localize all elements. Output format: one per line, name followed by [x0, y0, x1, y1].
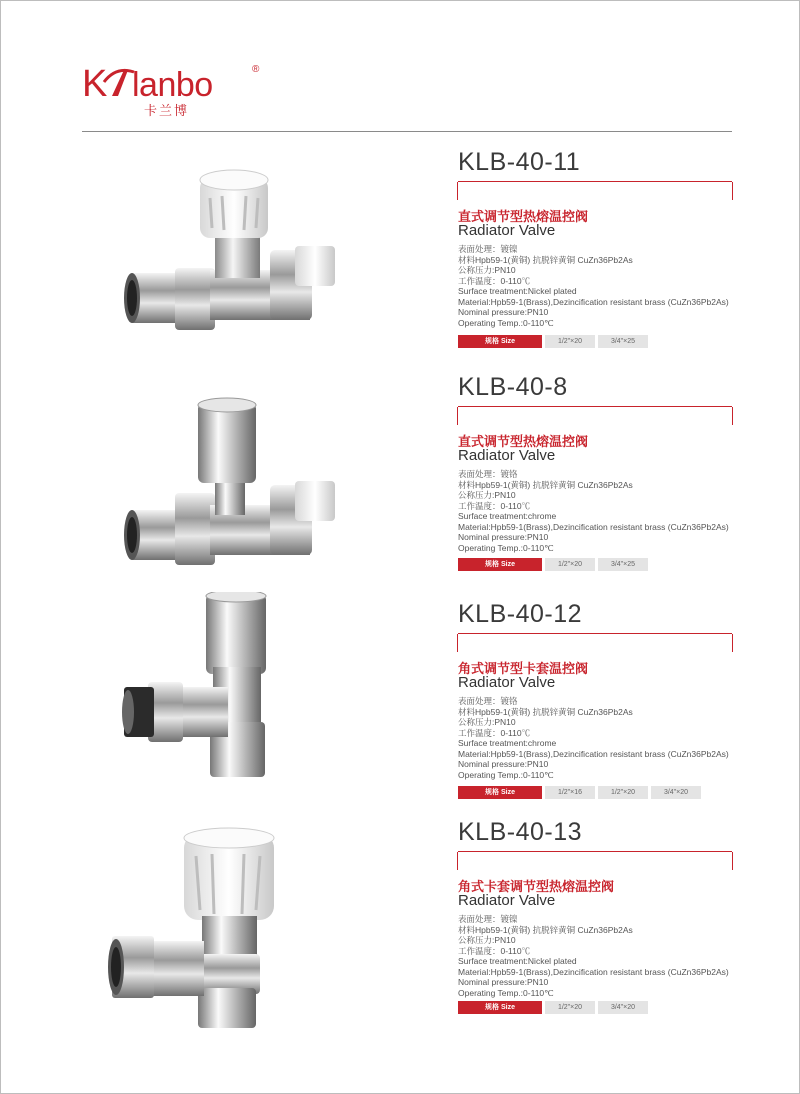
spec-line: Material:Hpb59-1(Brass),Dezincification resistant brass (CuZn36Pb2As) — [458, 748, 729, 759]
spec-line: Operating Temp.:0-110℃ — [458, 317, 554, 328]
title-bracket — [458, 181, 732, 200]
spec-line: 表面处理：镀镍 — [458, 914, 518, 924]
spec-line: Operating Temp.:0-110℃ — [458, 769, 554, 780]
svg-text:K: K — [82, 63, 108, 105]
product-klb-40-13 — [0, 818, 800, 1048]
size-option: 3/4"×20 — [598, 1001, 648, 1014]
header-divider — [82, 131, 732, 132]
size-option: 3/4"×20 — [651, 786, 701, 799]
registered-mark: ® — [252, 64, 260, 75]
product-name-en: Radiator Valve — [458, 674, 556, 691]
spec-line: Surface treatment:Nickel plated — [458, 286, 577, 296]
product-name-cn: 直式调节型热熔温控阀 — [458, 434, 589, 449]
product-klb-40-12 — [0, 600, 800, 830]
spec-line: 材料Hpb59-1(黄铜) 抗脱锌黄铜 CuZn36Pb2As — [458, 924, 633, 935]
spec-line: Operating Temp.:0-110℃ — [458, 542, 554, 553]
spec-line: 公称压力:PN10 — [458, 490, 516, 500]
size-label: 规格 Size — [458, 786, 542, 799]
spec-line: Material:Hpb59-1(Brass),Dezincification resistant brass (CuZn36Pb2As) — [458, 296, 729, 307]
size-option: 1/2"×16 — [545, 786, 595, 799]
product-model: KLB-40-8 — [458, 373, 568, 401]
spec-list — [458, 244, 729, 328]
product-name-en: Radiator Valve — [458, 222, 556, 239]
size-option: 3/4"×25 — [598, 335, 648, 348]
spec-line: 工作温度：0-110℃ — [458, 727, 531, 738]
spec-line: Surface treatment:chrome — [458, 511, 557, 521]
product-model: KLB-40-11 — [458, 148, 581, 176]
spec-line: 材料Hpb59-1(黄铜) 抗脱锌黄铜 CuZn36Pb2As — [458, 254, 633, 265]
product-model: KLB-40-13 — [458, 818, 583, 846]
size-option: 1/2"×20 — [545, 558, 595, 571]
product-name-en: Radiator Valve — [458, 892, 556, 909]
spec-line: 材料Hpb59-1(黄铜) 抗脱锌黄铜 CuZn36Pb2As — [458, 706, 633, 717]
spec-line: 材料Hpb59-1(黄铜) 抗脱锌黄铜 CuZn36Pb2As — [458, 479, 633, 490]
product-name-cn: 角式调节型卡套温控阀 — [458, 661, 589, 676]
spec-line: 公称压力:PN10 — [458, 265, 516, 275]
size-bar — [458, 1001, 648, 1014]
size-label: 规格 Size — [458, 1001, 542, 1014]
size-option: 1/2"×20 — [545, 1001, 595, 1014]
size-option: 1/2"×20 — [545, 335, 595, 348]
size-bar — [458, 558, 648, 571]
size-label: 规格 Size — [458, 335, 542, 348]
title-bracket — [458, 633, 732, 652]
spec-list — [458, 914, 729, 998]
spec-line: Surface treatment:chrome — [458, 738, 557, 748]
spec-list — [458, 469, 729, 553]
size-bar — [458, 786, 701, 799]
spec-line: 表面处理：镀铬 — [458, 696, 518, 706]
spec-line: 工作温度：0-110℃ — [458, 500, 531, 511]
angle-valve-chrome-cap-image — [118, 592, 298, 782]
svg-text:lanbo: lanbo — [132, 66, 213, 104]
spec-line: Operating Temp.:0-110℃ — [458, 987, 554, 998]
product-name-cn: 角式卡套调节型热熔温控阀 — [458, 879, 615, 894]
spec-line: Surface treatment:Nickel plated — [458, 956, 577, 966]
product-klb-40-8 — [0, 373, 800, 603]
angle-valve-white-cap-image — [104, 826, 304, 1031]
spec-line: 表面处理：镀铬 — [458, 469, 518, 479]
spec-line: 工作温度：0-110℃ — [458, 275, 531, 286]
straight-valve-white-cap-image — [120, 168, 350, 348]
brand-cn-name: 卡兰博 — [144, 103, 190, 118]
title-bracket — [458, 851, 732, 870]
size-option: 1/2"×20 — [598, 786, 648, 799]
spec-line: 工作温度：0-110℃ — [458, 945, 531, 956]
straight-valve-chrome-cap-image — [120, 395, 350, 575]
spec-line: Material:Hpb59-1(Brass),Dezincification resistant brass (CuZn36Pb2As) — [458, 966, 729, 977]
spec-line: Material:Hpb59-1(Brass),Dezincification resistant brass (CuZn36Pb2As) — [458, 521, 729, 532]
spec-line: Nominal pressure:PN10 — [458, 532, 549, 542]
size-option: 3/4"×25 — [598, 558, 648, 571]
product-klb-40-11 — [0, 148, 800, 378]
size-label: 规格 Size — [458, 558, 542, 571]
spec-line: 公称压力:PN10 — [458, 717, 516, 727]
brand-logo — [82, 62, 272, 122]
product-name-cn: 直式调节型热熔温控阀 — [458, 209, 589, 224]
spec-line: 表面处理：镀镍 — [458, 244, 518, 254]
spec-list — [458, 696, 729, 780]
product-name-en: Radiator Valve — [458, 447, 556, 464]
size-bar — [458, 335, 648, 348]
title-bracket — [458, 406, 732, 425]
product-model: KLB-40-12 — [458, 600, 583, 628]
spec-line: 公称压力:PN10 — [458, 935, 516, 945]
spec-line: Nominal pressure:PN10 — [458, 977, 549, 987]
spec-line: Nominal pressure:PN10 — [458, 307, 549, 317]
spec-line: Nominal pressure:PN10 — [458, 759, 549, 769]
